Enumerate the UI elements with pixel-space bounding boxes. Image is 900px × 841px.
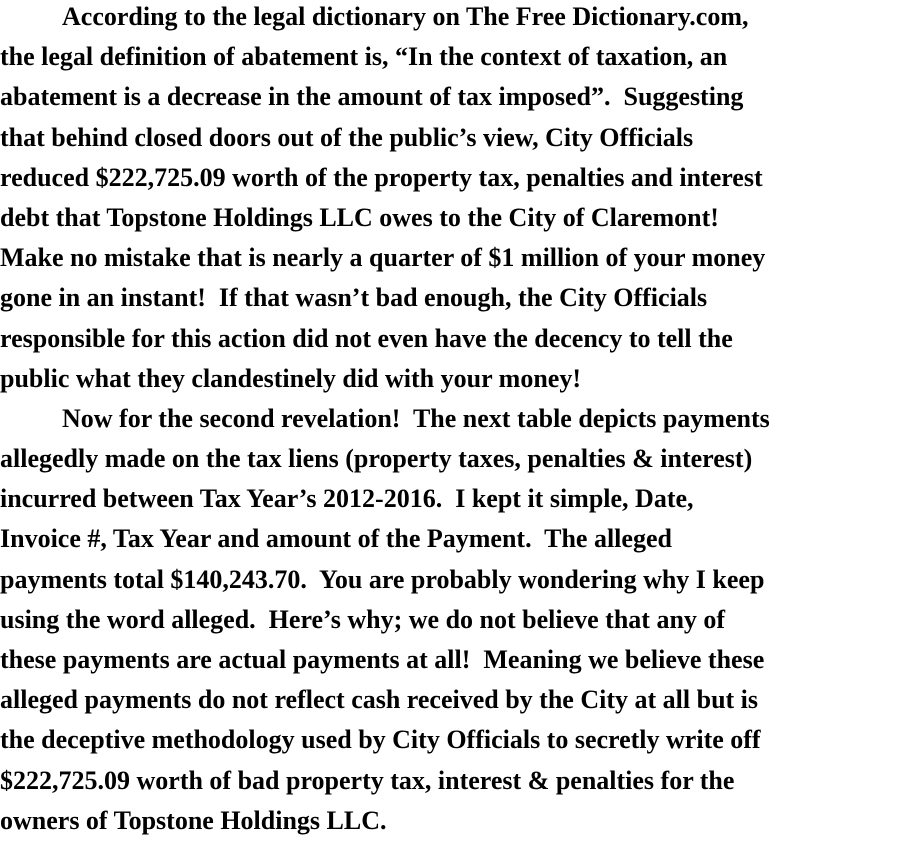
text-line: incurred between Tax Year’s 2012-2016. I kept it simple, Date, bbox=[0, 484, 694, 514]
text-line: debt that Topstone Holdings LLC owes to the City of Claremont! bbox=[0, 202, 719, 232]
text-line: that behind closed doors out of the public’s view, City Officials bbox=[0, 122, 694, 152]
text-line: gone in an instant! If that wasn’t bad enough, the City Officials bbox=[0, 283, 708, 313]
text-line: payments total $140,243.70. You are probably wondering why I keep bbox=[0, 564, 765, 594]
text-line: According to the legal dictionary on The Free Dictionary.com, bbox=[62, 2, 749, 31]
text-line: allegedly made on the tax liens (property taxes, penalties & interest) bbox=[0, 444, 753, 474]
text-line: Invoice #, Tax Year and amount of the Payment. The alleged bbox=[0, 524, 672, 554]
text-line: public what they clandestinely did with your money! bbox=[0, 363, 581, 393]
text-line: reduced $222,725.09 worth of the property tax, penalties and interest bbox=[0, 162, 763, 192]
paragraph-second-revelation bbox=[0, 399, 900, 841]
text-line: using the word alleged. Here’s why; we do not believe that any of bbox=[0, 604, 726, 634]
text-line: responsible for this action did not even have the decency to tell the bbox=[0, 323, 733, 353]
paragraph-abatement bbox=[0, 0, 900, 399]
text-line: owners of Topstone Holdings LLC. bbox=[0, 805, 387, 835]
text-line: the deceptive methodology used by City Officials to secretly write off bbox=[0, 725, 761, 755]
text-line: Make no mistake that is nearly a quarter of $1 million of your money bbox=[0, 243, 766, 273]
text-line: abatement is a decrease in the amount of tax imposed”. Suggesting bbox=[0, 82, 744, 112]
text-line: $222,725.09 worth of bad property tax, interest & penalties for the bbox=[0, 765, 735, 795]
text-line: Now for the second revelation! The next table depicts payments bbox=[62, 403, 770, 433]
text-line: alleged payments do not reflect cash received by the City at all but is bbox=[0, 685, 759, 715]
text-line: these payments are actual payments at all! Meaning we believe these bbox=[0, 645, 765, 674]
text-line: the legal definition of abatement is, “In the context of taxation, an bbox=[0, 42, 728, 72]
